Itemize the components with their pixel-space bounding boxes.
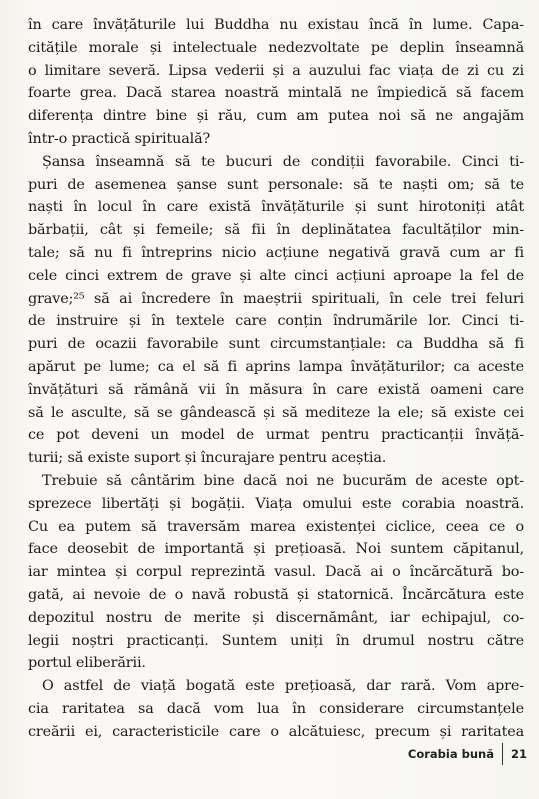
- text-line: diferența dintre bine și rău, cum am putea noi să ne angajăm: [28, 108, 524, 125]
- text-line: puri de ocazii favorabile sunt circumstanțiale: ca Buddha să fi: [28, 336, 524, 353]
- text-line: să le asculte, să se gândească și să mediteze la ele; să existe cei: [28, 404, 524, 421]
- text-line: depozitul nostru de merite și discernământ, iar echipajul, co-: [28, 609, 524, 626]
- text-line: puri de asemenea șanse sunt personale: să te naști om; să te: [28, 176, 524, 193]
- running-footer-title: Corabia bună: [407, 747, 494, 761]
- text-line: o limitare severă. Lipsa vederii și a auzului fac viața de zi cu zi: [28, 62, 524, 79]
- text-line: apărut pe lume; ca el să fi aprins lampa învățăturilor; ca aceste: [28, 358, 524, 375]
- text-line: Cu ea putem să traversăm marea existenței ciclice, ceea ce o: [28, 518, 524, 535]
- text-line: citățile morale și intelectuale nedezvoltate pe deplin înseamnă: [28, 39, 524, 56]
- text-line: O astfel de viață bogată este prețioasă, dar rară. Vom apre-: [42, 678, 524, 695]
- text-line: Șansa înseamnă să te bucuri de condiții favorabile. Cinci ti-: [42, 153, 524, 170]
- text-line: naști în locul în care există învățăturile și sunt hirotoniți atât: [28, 199, 524, 216]
- text-line: bărbații, cât și femeile; să fii în deplinătatea facultăților min-: [28, 222, 524, 239]
- text-line: ce pot deveni un model de urmat pentru practicanții învăță-: [28, 427, 524, 444]
- text-line: de instruire și în textele care conțin îndrumările lor. Cinci ti-: [28, 313, 524, 330]
- text-line: turii; să existe suport și încurajare pentru aceștia.: [28, 450, 387, 467]
- text-line: iar mintea și corpul reprezintă vasul. Dacă ai o încărcătură bo-: [28, 564, 524, 581]
- text-line: cia raritatea sa dacă vom lua în considerare circumstanțele: [28, 700, 524, 717]
- text-line: tale; să nu fi întreprins nicio acțiune negativă gravă cum ar fi: [28, 244, 524, 261]
- body-text: [28, 14, 524, 744]
- text-line: foarte grea. Dacă starea noastră mintală ne împiedică să facem: [28, 85, 524, 102]
- text-line: grave;²⁵ să ai încredere în maeștrii spirituali, în cele trei feluri: [28, 290, 524, 307]
- text-line: într-o practică spirituală?: [28, 130, 211, 147]
- text-line: Trebuie să cântărim bine dacă noi ne bucurăm de aceste opt-: [42, 472, 524, 489]
- text-line: gată, ai nevoie de o navă robustă și statornică. Încărcătura este: [28, 586, 524, 603]
- footer-divider: [502, 743, 503, 765]
- text-line: face deosebit de importantă și prețioasă. Noi suntem căpitanul,: [28, 541, 524, 558]
- text-line: în care învățăturile lui Buddha nu existau încă în lume. Capa-: [28, 17, 524, 33]
- text-line: portul eliberării.: [28, 655, 146, 672]
- text-line: învățături să rămână vii în măsura în care există oameni care: [28, 381, 524, 398]
- text-line: cele cinci extrem de grave și alte cinci acțiuni aproape la fel de: [28, 267, 524, 284]
- page-number: 21: [510, 747, 527, 761]
- text-line: legii noștri practicanți. Suntem uniți în drumul nostru către: [28, 632, 524, 649]
- text-line: creării ei, caracteristicile care o alcătuiesc, precum și raritatea: [28, 723, 524, 740]
- text-line: sprezece libertăți și bogății. Viața omului este corabia noastră.: [28, 495, 524, 512]
- page-footer: [408, 743, 527, 765]
